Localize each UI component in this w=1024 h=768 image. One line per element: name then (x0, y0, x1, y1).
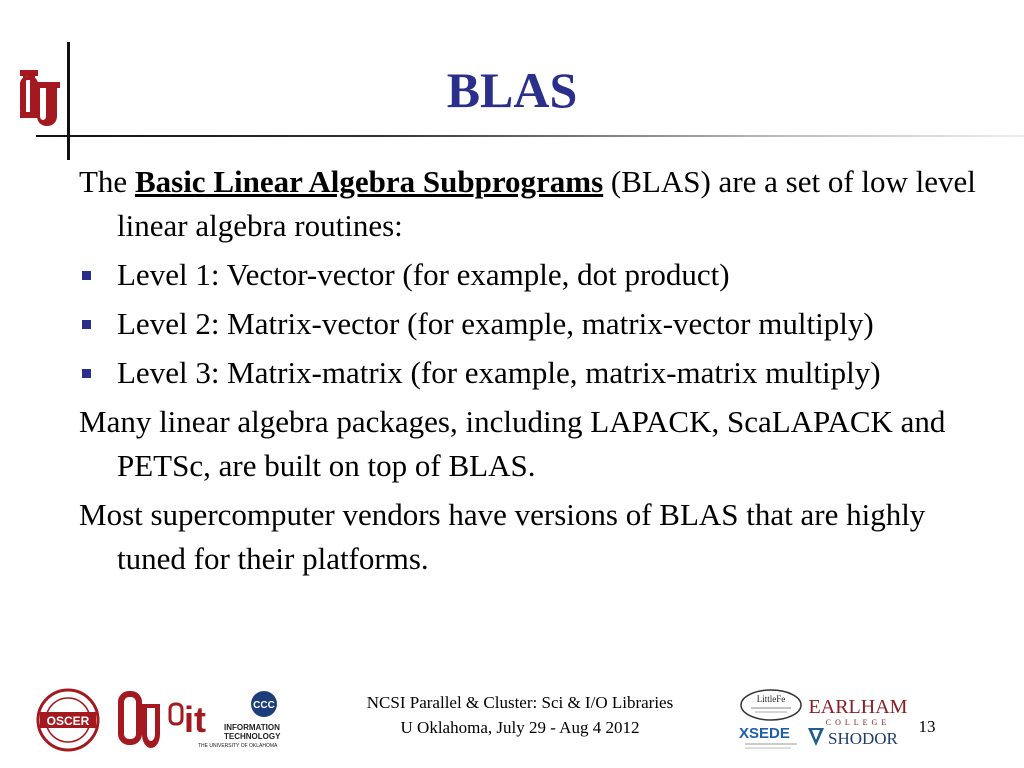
intro-before: The (79, 164, 135, 199)
it-line2: TECHNOLOGY (224, 732, 281, 741)
xsede-label: XSEDE (739, 725, 790, 742)
it-logo-icon (168, 690, 286, 750)
bullet-text-level3: Level 3: Matrix-matrix (for example, matrix-matrix multiply) (117, 355, 881, 390)
xsede-logo-icon (737, 722, 803, 754)
bullet-square-icon (82, 369, 91, 378)
packages-paragraph: Many linear algebra packages, including LAPACK, ScaLAPACK and PETSc, are built on top of BLAS. (79, 404, 946, 483)
intro-paragraph (79, 160, 979, 248)
footer-text (320, 690, 720, 740)
shodor-label: SHODOR (828, 729, 898, 748)
shodor-logo-icon (806, 724, 906, 750)
earlham-label: EARLHAM (808, 696, 908, 718)
earlham-sub-label: COLLEGE (825, 718, 891, 727)
bullet-item (79, 302, 979, 346)
it-line3: THE UNIVERSITY OF OKLAHOMA (198, 743, 278, 749)
it-line1: INFORMATION (224, 723, 280, 732)
bullet-text-level2: Level 2: Matrix-vector (for example, matrix-vector multiply) (117, 306, 874, 341)
slide-title: BLAS (446, 62, 578, 118)
littlefe-logo-icon (739, 688, 803, 722)
vendors-paragraph: Most supercomputer vendors have versions of BLAS that are highly tuned for their platforms. (79, 497, 926, 576)
footer-line1: NCSI Parallel & Cluster: Sci & I/O Libraries (366, 693, 674, 712)
ou-small-logo-icon (118, 688, 162, 752)
bullet-item (79, 253, 979, 297)
bullet-item (79, 351, 979, 395)
slide-body (79, 160, 979, 586)
footer-line2: U Oklahoma, July 29 - Aug 4 2012 (400, 718, 640, 737)
oscer-label: OSCER (46, 714, 90, 728)
bullet-square-icon (82, 271, 91, 280)
ccc-label: CCC (253, 700, 275, 711)
intro-after: (BLAS) are a set of low level linear algebra routines: (117, 164, 976, 243)
bullet-square-icon (82, 320, 91, 329)
oscer-logo-icon (24, 688, 112, 752)
it-label: it (184, 699, 206, 740)
blas-term: Basic Linear Algebra Subprograms (134, 164, 604, 199)
header-horizontal-rule (36, 135, 1024, 137)
littlefe-label: LittleFe (756, 694, 786, 704)
page-number: 13 (918, 717, 936, 736)
bullet-text-level1: Level 1: Vector-vector (for example, dot product) (117, 257, 730, 292)
